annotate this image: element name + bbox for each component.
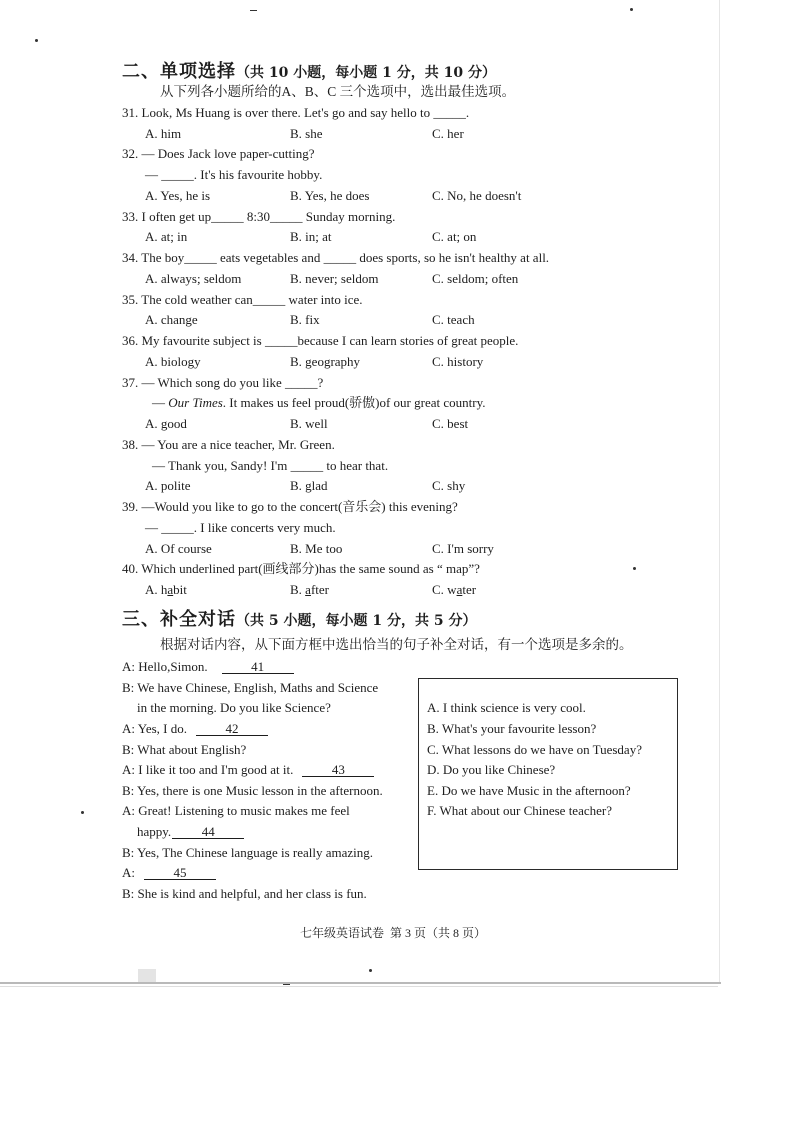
section-2-heading — [122, 61, 496, 84]
question-31-option-b: B. she — [290, 126, 323, 141]
section-3-title: 三、补全对话 — [122, 609, 236, 630]
question-34-option-b: B. never; seldom — [290, 271, 379, 286]
blank-44: 44 — [172, 825, 244, 839]
question-36-option-b: B. geography — [290, 354, 361, 369]
question-35-stem: 35. The cold weather can_____ water into ice. — [122, 292, 363, 307]
option-label: A. — [145, 582, 161, 597]
choice-c: C. What lessons do we have on Tuesday? — [427, 742, 642, 757]
reply-text: . It makes us feel proud(骄傲)of our great country. — [222, 395, 486, 410]
scan-speck — [369, 969, 372, 972]
dialogue-text: A: I like it too and I'm good at it. — [122, 762, 294, 777]
word-part: w — [447, 582, 457, 597]
dialogue-line-10: B: Yes, The Chinese language is really amazing. — [122, 845, 374, 860]
page-footer: 七年级英语试卷 第 3 页（共 8 页） — [300, 926, 487, 940]
question-33-stem: 33. I often get up_____ 8:30_____ Sunday morning. — [122, 209, 396, 224]
question-34-stem: 34. The boy_____ eats vegetables and _____ does sports, so he isn't healthy at all. — [122, 250, 550, 265]
dialogue-text: A: Yes, I do. — [122, 721, 188, 736]
question-33-option-c: C. at; on — [432, 229, 477, 244]
question-39-option-a: A. Of course — [145, 541, 212, 556]
dialogue-text: A: Hello,Simon. — [122, 659, 208, 674]
choice-b: B. What's your favourite lesson? — [427, 721, 597, 736]
question-31-option-c: C. her — [432, 126, 464, 141]
question-36-stem: 36. My favourite subject is _____because I can learn stories of great people. — [122, 333, 519, 348]
scan-speck — [250, 10, 257, 11]
scan-speck — [35, 39, 38, 42]
scan-speck — [633, 567, 636, 570]
dialogue-line-4 — [122, 721, 268, 737]
question-34-option-c: C. seldom; often — [432, 271, 519, 286]
choice-e: E. Do we have Music in the afternoon? — [427, 783, 631, 798]
question-32-option-b: B. Yes, he does — [290, 188, 370, 203]
question-34-option-a: A. always; seldom — [145, 271, 242, 286]
choice-f: F. What about our Chinese teacher? — [427, 803, 612, 818]
dialogue-line-12: B: She is kind and helpful, and her class is fun. — [122, 886, 367, 901]
question-40-stem: 40. Which underlined part(画线部分)has the same sound as “ map”? — [122, 561, 480, 576]
question-37-stem: 37. — Which song do you like _____? — [122, 375, 324, 390]
question-39-option-c: C. I'm sorry — [432, 541, 494, 556]
question-37-option-c: C. best — [432, 416, 469, 431]
dialogue-line-11 — [122, 865, 216, 881]
question-39-option-b: B. Me too — [290, 541, 343, 556]
paper-right-edge — [719, 0, 720, 984]
dialogue-line-7: B: Yes, there is one Music lesson in the afternoon. — [122, 783, 383, 798]
question-33-option-a: A. at; in — [145, 229, 188, 244]
scan-speck — [630, 8, 633, 11]
question-36-option-c: C. history — [432, 354, 484, 369]
dialogue-line-1 — [122, 659, 294, 675]
dialogue-line-8: A: Great! Listening to music makes me feel — [122, 803, 350, 818]
dialogue-line-9 — [137, 824, 244, 840]
choice-a: A. I think science is very cool. — [427, 700, 586, 715]
question-35-option-a: A. change — [145, 312, 198, 327]
word-part: bit — [173, 582, 187, 597]
dialogue-line-3: in the morning. Do you like Science? — [137, 700, 331, 715]
question-40-option-b — [290, 582, 329, 598]
question-38-option-b: B. glad — [290, 478, 328, 493]
dialogue-text: happy. — [137, 824, 172, 839]
dialogue-line-5: B: What about English? — [122, 742, 247, 757]
underlined-letter: a — [456, 582, 463, 597]
question-32-option-a: A. Yes, he is — [145, 188, 211, 203]
question-36-option-a: A. biology — [145, 354, 201, 369]
question-37-reply — [152, 395, 485, 411]
question-32-option-c: C. No, he doesn't — [432, 188, 522, 203]
question-33-option-b: B. in; at — [290, 229, 332, 244]
word-part: h — [160, 582, 168, 597]
dialogue-line-6 — [122, 762, 374, 778]
dialogue-text: A: — [122, 865, 135, 880]
question-35-option-b: B. fix — [290, 312, 320, 327]
question-40-option-c — [432, 582, 476, 598]
blank-42: 42 — [196, 722, 268, 736]
scan-smudge — [138, 969, 156, 982]
option-label: B. — [290, 582, 306, 597]
question-31-stem: 31. Look, Ms Huang is over there. Let's go and say hello to _____. — [122, 105, 470, 120]
word-part: fter — [310, 582, 329, 597]
blank-43: 43 — [302, 763, 374, 777]
section-2-instruction: 从下列各小题所给的A、B、C 三个选项中，选出最佳选项。 — [160, 84, 516, 99]
question-38-option-c: C. shy — [432, 478, 466, 493]
question-31-option-a: A. him — [145, 126, 182, 141]
question-39-reply: — _____. I like concerts very much. — [145, 520, 336, 535]
section-3-score-note: （共 5 小题，每小题 1 分，共 5 分） — [236, 613, 477, 629]
underlined-letter: a — [167, 582, 174, 597]
song-title: Our Times — [168, 395, 223, 410]
scan-speck — [81, 811, 84, 814]
question-38-option-a: A. polite — [145, 478, 191, 493]
question-32-reply: — _____. It's his favourite hobby. — [145, 167, 323, 182]
question-37-option-b: B. well — [290, 416, 328, 431]
question-38-reply: — Thank you, Sandy! I'm _____ to hear that. — [152, 458, 389, 473]
underlined-letter: a — [305, 582, 311, 597]
section-2-title: 二、单项选择 — [122, 61, 236, 82]
reply-dash: — — [152, 395, 169, 410]
question-38-stem: 38. — You are a nice teacher, Mr. Green. — [122, 437, 335, 452]
question-39-stem: 39. —Would you like to go to the concert(音乐会) this evening? — [122, 499, 458, 514]
blank-41: 41 — [222, 660, 294, 674]
section-3-instruction: 根据对话内容，从下面方框中选出恰当的句子补全对话，有一个选项是多余的。 — [160, 637, 633, 652]
question-40-option-a — [145, 582, 187, 598]
paper-bottom-edge-shadow — [0, 986, 718, 987]
blank-45: 45 — [144, 866, 216, 880]
question-35-option-c: C. teach — [432, 312, 475, 327]
option-label: C. — [432, 582, 448, 597]
section-2-score-note: （共 10 小题，每小题 1 分，共 10 分） — [236, 65, 496, 81]
scan-speck — [283, 984, 290, 985]
section-3-heading — [122, 609, 476, 632]
dialogue-line-2: B: We have Chinese, English, Maths and Science — [122, 680, 379, 695]
question-32-stem: 32. — Does Jack love paper-cutting? — [122, 146, 315, 161]
question-37-option-a: A. good — [145, 416, 187, 431]
paper-bottom-edge — [0, 982, 721, 984]
choice-d: D. Do you like Chinese? — [427, 762, 556, 777]
word-part: ter — [462, 582, 477, 597]
